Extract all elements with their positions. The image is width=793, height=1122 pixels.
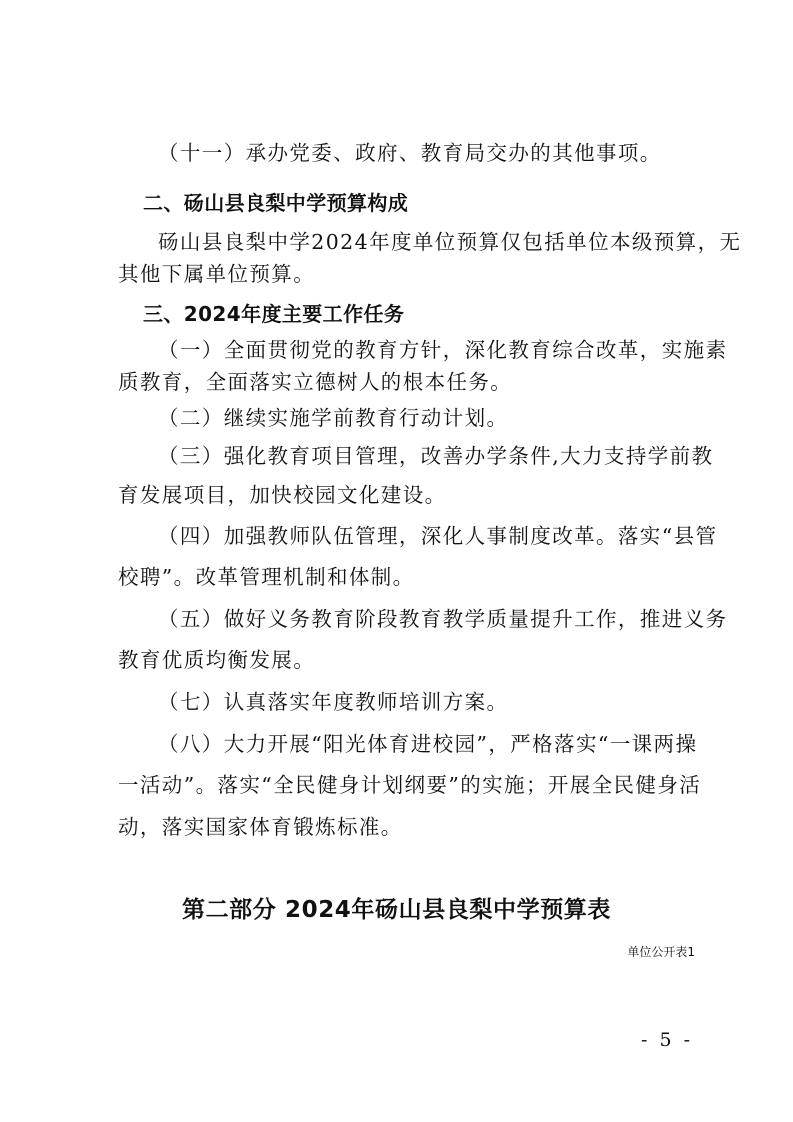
task7-line1: （七）认真落实年度教师培训方案。 (158, 690, 509, 714)
task4-line2: 校聘”。改革管理机制和体制。 (118, 565, 415, 589)
task3-line2: 育发展项目，加快校园文化建设。 (118, 483, 447, 507)
section2-heading: 二、砀山县良梨中学预算构成 (143, 191, 409, 215)
task1-line2: 质教育，全面落实立德树人的根本任务。 (118, 370, 513, 394)
section2-body-line1: 砀山县良梨中学2024年度单位预算仅包括单位本级预算，无 (158, 230, 742, 254)
task8-line3: 动，落实国家体育锻炼标准。 (118, 815, 403, 839)
task4-line1: （四）加强教师队伍管理，深化人事制度改革。落实“县管 (158, 524, 718, 548)
task5-line1: （五）做好义务教育阶段教育教学质量提升工作，推进义务 (158, 607, 728, 631)
part-title: 第二部分 2024年砀山县良梨中学预算表 (181, 897, 612, 923)
task8-line2: 一活动”。落实“全民健身计划纲要”的实施；开展全民健身活 (118, 773, 702, 797)
task2-line1: （二）继续实施学前教育行动计划。 (158, 406, 509, 430)
section2-body-line2: 其他下属单位预算。 (118, 262, 316, 286)
page-number: - 5 - (640, 1029, 693, 1051)
section3-heading: 三、2024年度主要工作任务 (143, 302, 405, 326)
task3-line1: （三）强化教育项目管理，改善办学条件,大力支持学前教 (158, 444, 714, 468)
table-label: 单位公开表1 (627, 945, 695, 959)
item-11-text: （十一）承办党委、政府、教育局交办的其他事项。 (158, 141, 662, 165)
task5-line2: 教育优质均衡发展。 (118, 648, 316, 672)
task8-line1: （八）大力开展“阳光体育进校园”，严格落实“一课两操 (158, 732, 698, 756)
task1-line1: （一）全面贯彻党的教育方针，深化教育综合改革，实施素 (158, 338, 728, 362)
